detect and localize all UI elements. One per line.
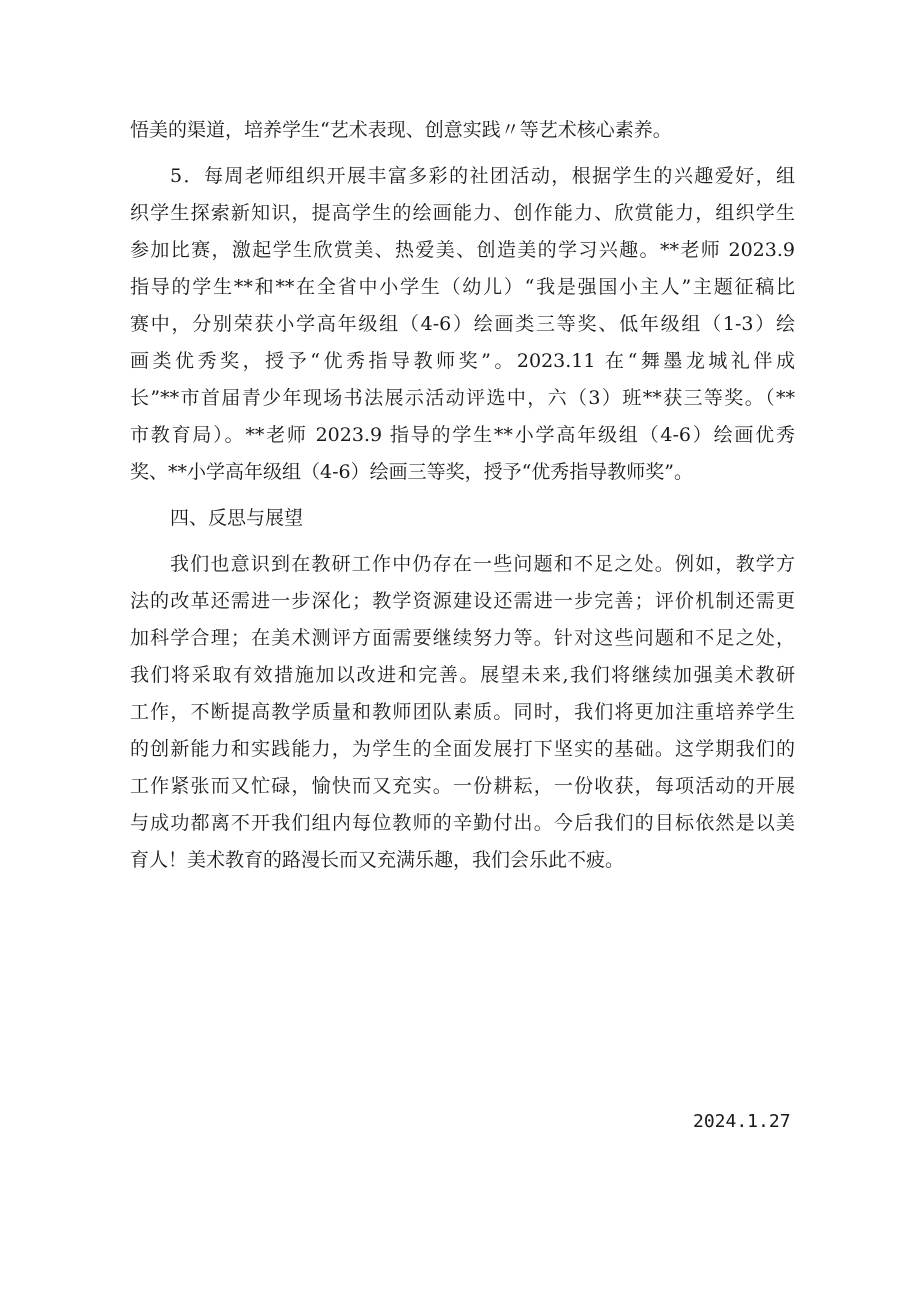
text-line: 与成功都离不开我们组内每位教师的辛勤付出。今后我们的目标依然是以美 xyxy=(130,812,795,834)
text-line: 我们也意识到在教研工作中仍存在一些问题和不足之处。例如，教学方 xyxy=(170,553,795,575)
text-line: 工作紧张而又忙碌，愉快而又充实。一份耕耘，一份收获，每项活动的开展 xyxy=(130,775,795,797)
paragraph-reflection xyxy=(130,546,795,879)
text-line: 织学生探索新知识，提高学生的绘画能力、创作能力、欣赏能力，组织学生 xyxy=(130,202,795,224)
text-line: 法的改革还需进一步深化；教学资源建设还需进一步完善；评价机制还需更 xyxy=(130,590,795,612)
section-heading-reflection: 四、反思与展望 xyxy=(170,507,304,529)
text-line: 的创新能力和实践能力，为学生的全面发展打下坚实的基础。这学期我们的 xyxy=(130,738,795,760)
text-line: 5．每周老师组织开展丰富多彩的社团活动，根据学生的兴趣爱好，组 xyxy=(170,165,795,187)
paragraph-continuation xyxy=(130,112,795,149)
text-line: 指导的学生**和**在全省中小学生（幼儿）“我是强国小主人”主题征稿比 xyxy=(130,276,795,298)
text-line: 育人！美术教育的路漫长而又充满乐趣，我们会乐此不疲。 xyxy=(130,849,625,871)
document-body xyxy=(130,112,795,879)
text-line: 悟美的渠道，培养学生“艺术表现、创意实践〃等艺术核心素养。 xyxy=(130,119,672,141)
paragraph-club-activities xyxy=(130,158,795,491)
text-line: 奖、**小学高年级组（4-6）绘画三等奖，授予“优秀指导教师奖”。 xyxy=(130,461,694,483)
text-line: 参加比赛，激起学生欣赏美、热爱美、创造美的学习兴趣。**老师 2023.9 xyxy=(130,239,795,261)
text-line: 长”**市首届青少年现场书法展示活动评选中，六（3）班**获三等奖。（** xyxy=(130,387,795,409)
text-line: 赛中，分别荣获小学高年级组（4-6）绘画类三等奖、低年级组（1-3）绘 xyxy=(130,313,795,335)
text-line: 市教育局）。**老师 2023.9 指导的学生**小学高年级组（4-6）绘画优秀 xyxy=(130,424,795,446)
text-line: 加科学合理；在美术测评方面需要继续努力等。针对这些问题和不足之处， xyxy=(130,627,795,649)
document-date: 2024.1.27 xyxy=(693,1111,791,1132)
text-line: 工作，不断提高教学质量和教师团队素质。同时，我们将更加注重培养学生 xyxy=(130,701,795,723)
text-line: 画类优秀奖，授予“优秀指导教师奖”。2023.11 在“舞墨龙城礼伴成 xyxy=(130,350,795,372)
text-line: 我们将采取有效措施加以改进和完善。展望未来,我们将继续加强美术教研 xyxy=(130,664,795,686)
